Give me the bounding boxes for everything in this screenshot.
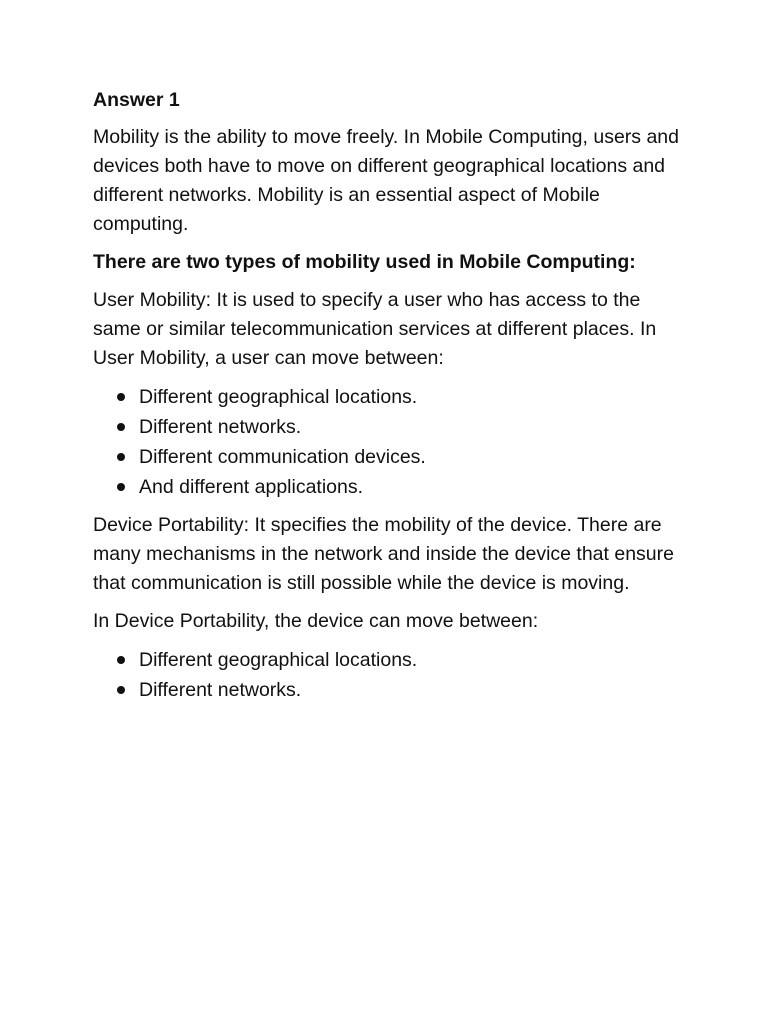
bullet-icon [117,423,125,431]
list-item [93,442,693,472]
device-portability-paragraph: Device Portability: It specifies the mobility of the device. There are many mechanisms in the network and inside the device that ensure that communication is still possible while the device is moving. [93,514,674,594]
user-mobility-list [93,382,693,502]
list-item [93,675,693,705]
device-portability-list [93,645,693,705]
list-item [93,645,693,675]
answer-heading: Answer 1 [93,89,180,111]
list-item-text: Different networks. [139,416,302,438]
list-item [93,382,693,412]
bullet-icon [117,483,125,491]
user-mobility-paragraph: User Mobility: It is used to specify a user who has access to the same or similar telecommunication services at different places. In User Mobility, a user can move between: [93,289,657,369]
bullet-icon [117,453,125,461]
list-item-text: Different communication devices. [139,446,426,468]
bullet-icon [117,656,125,664]
list-item-text: Different geographical locations. [139,649,418,671]
bullet-icon [117,686,125,694]
device-portability-intro: In Device Portability, the device can move between: [93,610,539,632]
intro-paragraph: Mobility is the ability to move freely. In Mobile Computing, users and devices both have to move on different geographical locations and different networks. Mobility is an essential aspect of Mobile computing. [93,126,679,235]
types-heading: There are two types of mobility used in Mobile Computing: [93,251,636,273]
list-item-text: Different geographical locations. [139,386,418,408]
list-item [93,412,693,442]
bullet-icon [117,393,125,401]
list-item-text: Different networks. [139,679,302,701]
list-item [93,472,693,502]
list-item-text: And different applications. [139,476,364,498]
document-page [93,86,693,714]
